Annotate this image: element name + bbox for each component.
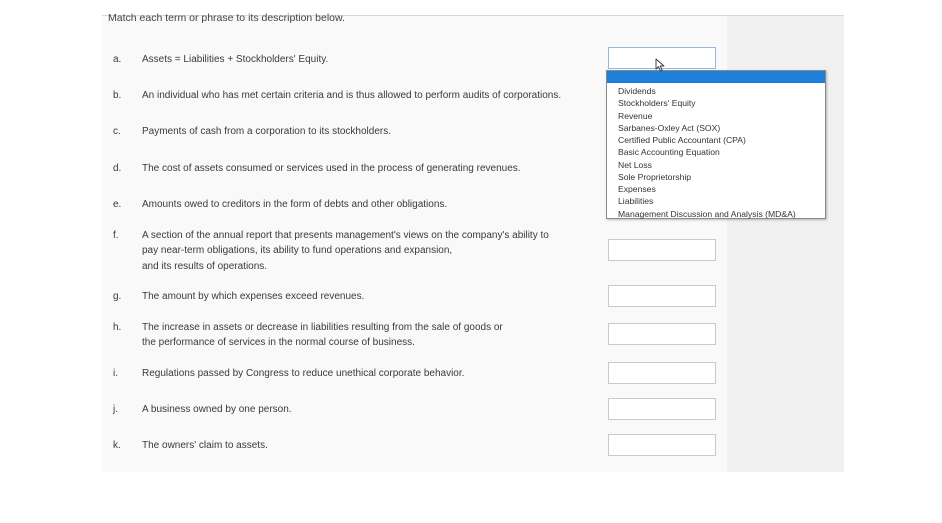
question-text-line: the performance of services in the normal course of business.	[142, 337, 415, 349]
question-text-line: The increase in assets or decrease in liabilities resulting from the sale of goods or	[142, 322, 503, 333]
dropdown-option[interactable]: Liabilities	[618, 196, 654, 207]
question-text: The owners' claim to assets.	[142, 440, 268, 451]
question-letter: a.	[113, 54, 122, 65]
answer-dropdown-list[interactable]	[606, 70, 826, 219]
question-letter: g.	[113, 291, 122, 302]
question-text: Regulations passed by Congress to reduce unethical corporate behavior.	[142, 368, 465, 379]
dropdown-option[interactable]: Management Discussion and Analysis (MD&A)	[618, 208, 796, 219]
instructions-text: Match each term or phrase to its description below.	[108, 12, 345, 24]
question-text	[142, 320, 612, 351]
question-text: Amounts owed to creditors in the form of debts and other obligations.	[142, 199, 448, 210]
dropdown-option[interactable]: Basic Accounting Equation	[618, 147, 720, 158]
question-letter: j.	[113, 404, 118, 415]
question-text: The cost of assets consumed or services used in the process of generating revenues.	[142, 163, 521, 174]
mouse-cursor-icon	[655, 58, 667, 72]
question-letter: f.	[113, 230, 119, 241]
question-text: Payments of cash from a corporation to its stockholders.	[142, 126, 391, 137]
dropdown-selected-option[interactable]	[607, 71, 825, 83]
question-letter: e.	[113, 199, 122, 210]
answer-select-f[interactable]	[608, 239, 716, 261]
question-letter: k.	[113, 440, 121, 451]
answer-select-h[interactable]	[608, 323, 716, 345]
question-text-line: and its results of operations.	[142, 260, 268, 272]
answer-select-j[interactable]	[608, 398, 716, 420]
dropdown-option[interactable]: Net Loss	[618, 159, 652, 170]
question-text: The amount by which expenses exceed revenues.	[142, 291, 365, 302]
dropdown-option[interactable]: Revenue	[618, 110, 653, 121]
question-text-line: A section of the annual report that presents management's views on the company's ability to	[142, 230, 549, 241]
question-text-line: pay near-term obligations, its ability to fund operations and expansion,	[142, 245, 453, 257]
dropdown-option[interactable]: Stockholders' Equity	[618, 98, 696, 109]
answer-select-i[interactable]	[608, 362, 716, 384]
question-text	[142, 228, 612, 274]
dropdown-option[interactable]: Expenses	[618, 184, 656, 194]
question-letter: b.	[113, 90, 122, 101]
dropdown-option[interactable]: Dividends	[618, 86, 656, 96]
question-text: A business owned by one person.	[142, 404, 292, 415]
dropdown-option[interactable]: Sole Proprietorship	[618, 171, 692, 182]
dropdown-option[interactable]: Certified Public Accountant (CPA)	[618, 135, 746, 145]
answer-select-g[interactable]	[608, 285, 716, 307]
question-letter: c.	[113, 126, 121, 137]
dropdown-option[interactable]: Sarbanes-Oxley Act (SOX)	[618, 122, 721, 133]
question-text: An individual who has met certain criteria and is thus allowed to perform audits of corporations.	[142, 90, 562, 101]
question-letter: d.	[113, 163, 122, 174]
question-letter: i.	[113, 368, 118, 379]
question-text: Assets = Liabilities + Stockholders' Equity.	[142, 54, 329, 65]
answer-select-k[interactable]	[608, 434, 716, 456]
question-letter: h.	[113, 322, 122, 333]
